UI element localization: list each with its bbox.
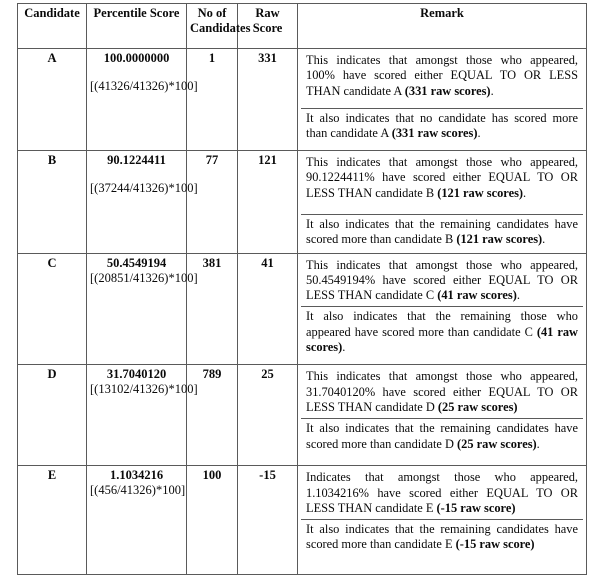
percentile-formula: [(13102/41326)*100]	[90, 382, 198, 397]
cell-percentile-score	[87, 253, 198, 365]
column-header-candidate: Candidate	[18, 4, 87, 49]
table-header-row	[18, 4, 587, 49]
remark-row	[301, 307, 583, 363]
remark-text	[301, 520, 583, 573]
remark-highlight: (-15 raw score)	[436, 500, 516, 515]
table-row	[18, 466, 587, 575]
percentile-value: 100.0000000	[103, 51, 170, 65]
cell-no-of-candidates: 1	[187, 49, 238, 151]
percentile-value: 1.1034216	[109, 468, 164, 483]
cell-no-of-candidates: 100	[187, 466, 238, 575]
remark-list	[301, 153, 583, 251]
table-row	[18, 49, 587, 151]
remark-row	[301, 256, 583, 307]
remark-suffix: .	[342, 339, 346, 354]
remark-prefix: It also indicates that no candidate has scored more than candidate A	[306, 111, 578, 141]
remark-text	[301, 109, 583, 149]
remark-list	[301, 468, 583, 572]
remark-highlight: (41 raw scores)	[306, 324, 578, 354]
remark-highlight: (121 raw scores)	[456, 232, 543, 247]
remark-list	[301, 51, 583, 148]
remark-highlight: (-15 raw score)	[455, 537, 535, 552]
column-header-raw-score: Raw Score	[238, 4, 298, 49]
remark-suffix: .	[490, 83, 494, 98]
remark-row	[301, 215, 583, 251]
remark-list	[301, 367, 583, 463]
remark-prefix: It also indicates that the remaining candidates have scored more than candidate D	[306, 421, 578, 451]
cell-raw-score: 41	[238, 253, 298, 365]
cell-no-of-candidates: 381	[187, 253, 238, 365]
remark-prefix: Indicates that amongst those who appeared, 1.1034216% have scored either EQUAL TO OR LESS THAN candidate E	[306, 470, 578, 515]
cell-candidate: A	[18, 49, 87, 151]
remark-highlight: (331 raw scores)	[391, 126, 478, 141]
cell-remark	[298, 49, 587, 151]
cell-candidate: E	[18, 466, 87, 575]
remark-row	[301, 51, 583, 109]
table-row	[18, 365, 587, 466]
remark-row	[301, 419, 583, 464]
cell-percentile-score	[87, 151, 198, 254]
column-header-remark: Remark	[298, 4, 587, 49]
remark-highlight: (25 raw scores)	[457, 436, 537, 451]
cell-candidate: B	[18, 151, 87, 254]
remark-prefix: This indicates that amongst those who appeared, 50.4549194% have scored either EQUAL TO OR LESS THAN candidate C	[306, 257, 578, 302]
remark-text	[301, 153, 583, 215]
remark-text	[301, 307, 583, 363]
remark-suffix: .	[477, 126, 481, 141]
cell-percentile-score	[87, 466, 187, 575]
remark-prefix: It also indicates that the remaining candidates have scored more than candidate B	[306, 217, 578, 247]
cell-no-of-candidates: 789	[187, 365, 238, 466]
percentile-formula: [(41326/41326)*100]	[90, 79, 198, 93]
percentile-formula: [(456/41326)*100]	[90, 483, 186, 498]
column-header-no-of-candidates: No of Candidates	[187, 4, 238, 49]
remark-row	[301, 468, 583, 519]
table-header	[18, 4, 587, 49]
percentile-formula: [(20851/41326)*100]	[90, 270, 198, 285]
remark-suffix: .	[542, 232, 546, 247]
cell-remark	[298, 365, 587, 466]
cell-raw-score: -15	[238, 466, 298, 575]
remark-highlight: (331 raw scores)	[404, 83, 491, 98]
cell-candidate: C	[18, 253, 87, 365]
remark-row	[301, 153, 583, 215]
table-row	[18, 151, 587, 254]
cell-remark	[298, 151, 587, 254]
cell-raw-score: 331	[238, 49, 298, 151]
remark-prefix: This indicates that amongst those who appeared, 90.1224411% have scored either EQUAL TO OR LESS THAN candidate B	[306, 155, 578, 200]
cell-remark	[298, 466, 587, 575]
percentile-formula: [(37244/41326)*100]	[90, 181, 198, 195]
percentile-value: 31.7040120	[106, 367, 167, 382]
remark-text	[301, 419, 583, 464]
cell-raw-score: 121	[238, 151, 298, 254]
cell-percentile-score	[87, 365, 198, 466]
remark-text	[301, 51, 583, 109]
percentile-score-table	[17, 3, 587, 575]
remark-row	[301, 520, 583, 573]
cell-remark	[298, 253, 587, 365]
remark-text	[301, 468, 583, 519]
remark-text	[301, 215, 583, 251]
remark-highlight: (121 raw scores)	[437, 185, 524, 200]
remark-prefix: It also indicates that the remaining candidates have scored more than candidate E	[306, 522, 578, 552]
column-header-percentile-score: Percentile Score	[87, 4, 187, 49]
remark-highlight: (25 raw scores)	[437, 399, 518, 414]
remark-highlight: (41 raw scores)	[437, 288, 517, 302]
remark-prefix: This indicates that amongst those who appeared, 100% have scored either EQUAL TO OR LESS THAN candidate A	[306, 53, 578, 98]
remark-prefix: It also indicates that the remaining those who appeared have scored more than candidate C	[306, 309, 578, 339]
remark-suffix: .	[523, 185, 527, 200]
cell-no-of-candidates: 77	[187, 151, 238, 254]
remark-suffix: .	[536, 436, 540, 451]
percentile-value: 50.4549194	[106, 255, 167, 270]
remark-prefix: This indicates that amongst those who appeared, 31.7040120% have scored either EQUAL TO OR LESS THAN candidate D	[306, 369, 578, 414]
table-body	[18, 49, 587, 575]
remark-suffix: .	[516, 288, 520, 302]
remark-text	[301, 256, 583, 307]
remark-list	[301, 256, 583, 363]
remark-text	[301, 367, 583, 419]
remark-row	[301, 367, 583, 419]
remark-row	[301, 109, 583, 149]
cell-raw-score: 25	[238, 365, 298, 466]
table-row	[18, 253, 587, 365]
cell-percentile-score	[87, 49, 198, 151]
cell-candidate: D	[18, 365, 87, 466]
percentile-value: 90.1224411	[107, 153, 166, 167]
